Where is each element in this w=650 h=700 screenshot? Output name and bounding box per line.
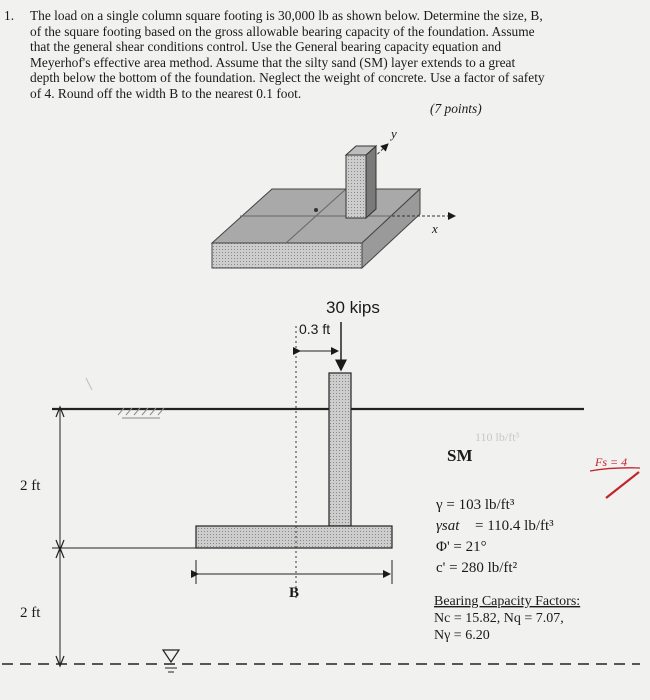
depth-label-bottom: 2 ft [20,605,41,621]
problem-line: of 4. Round off the width B to the nearest 0.1 foot. [30,85,302,101]
column-side-face [366,146,376,218]
footing-front-face [212,243,362,268]
width-label: B [289,585,300,601]
soil-properties [434,430,580,643]
problem-line: depth below the bottom of the foundation. Neglect the weight of concrete. Use a factor of safety [30,70,545,86]
bearing-factors-line2: Nγ = 6.20 [434,628,490,643]
problem-line: The load on a single column square footing is 30,000 lb as shown below. Determine the size, B, [30,8,543,23]
load-label: 30 kips [326,298,380,317]
problem-line: of the square footing based on the gross allowable bearing capacity of the foundation. Assume [30,23,535,39]
points-label: (7 points) [430,101,482,116]
load-point [314,208,318,212]
problem-line: Meyerhof's effective area method. Assume that the silty sand (SM) layer extends to a great [30,54,516,70]
saturated-unit-weight: = 110.4 lb/ft³ [475,518,554,534]
unit-weight: γ = 103 lb/ft³ [436,497,515,513]
faint-mark [86,378,92,390]
saturated-unit-weight-symbol: γsat [436,518,460,534]
isometric-footing [212,126,455,268]
problem-line: that the general shear conditions control. Use the General bearing capacity equation and [30,39,502,55]
friction-angle: Φ' = 21° [436,539,487,555]
x-axis-label: x [432,221,438,236]
column-front-face [346,155,366,218]
handwritten-annotation [590,455,640,498]
handwritten-slash [606,472,639,498]
bearing-factors-title: Bearing Capacity Factors: [434,594,581,609]
y-axis-label: y [391,126,397,141]
problem-number: 1. [4,8,15,23]
eccentricity-label: 0.3 ft [299,321,331,337]
footing-section-slab [196,526,392,548]
water-table-symbol [163,650,179,662]
cohesion: c' = 280 lb/ft² [436,560,518,576]
soil-label: SM [447,446,473,465]
depth-label-top: 2 ft [20,478,41,494]
handwritten-fs-note: Fs = 4 [595,455,628,469]
bearing-factors-line1: Nc = 15.82, Nq = 7.07, [434,611,564,626]
column-section [329,373,351,526]
faint-ink-note: 110 lb/ft³ [475,430,520,444]
